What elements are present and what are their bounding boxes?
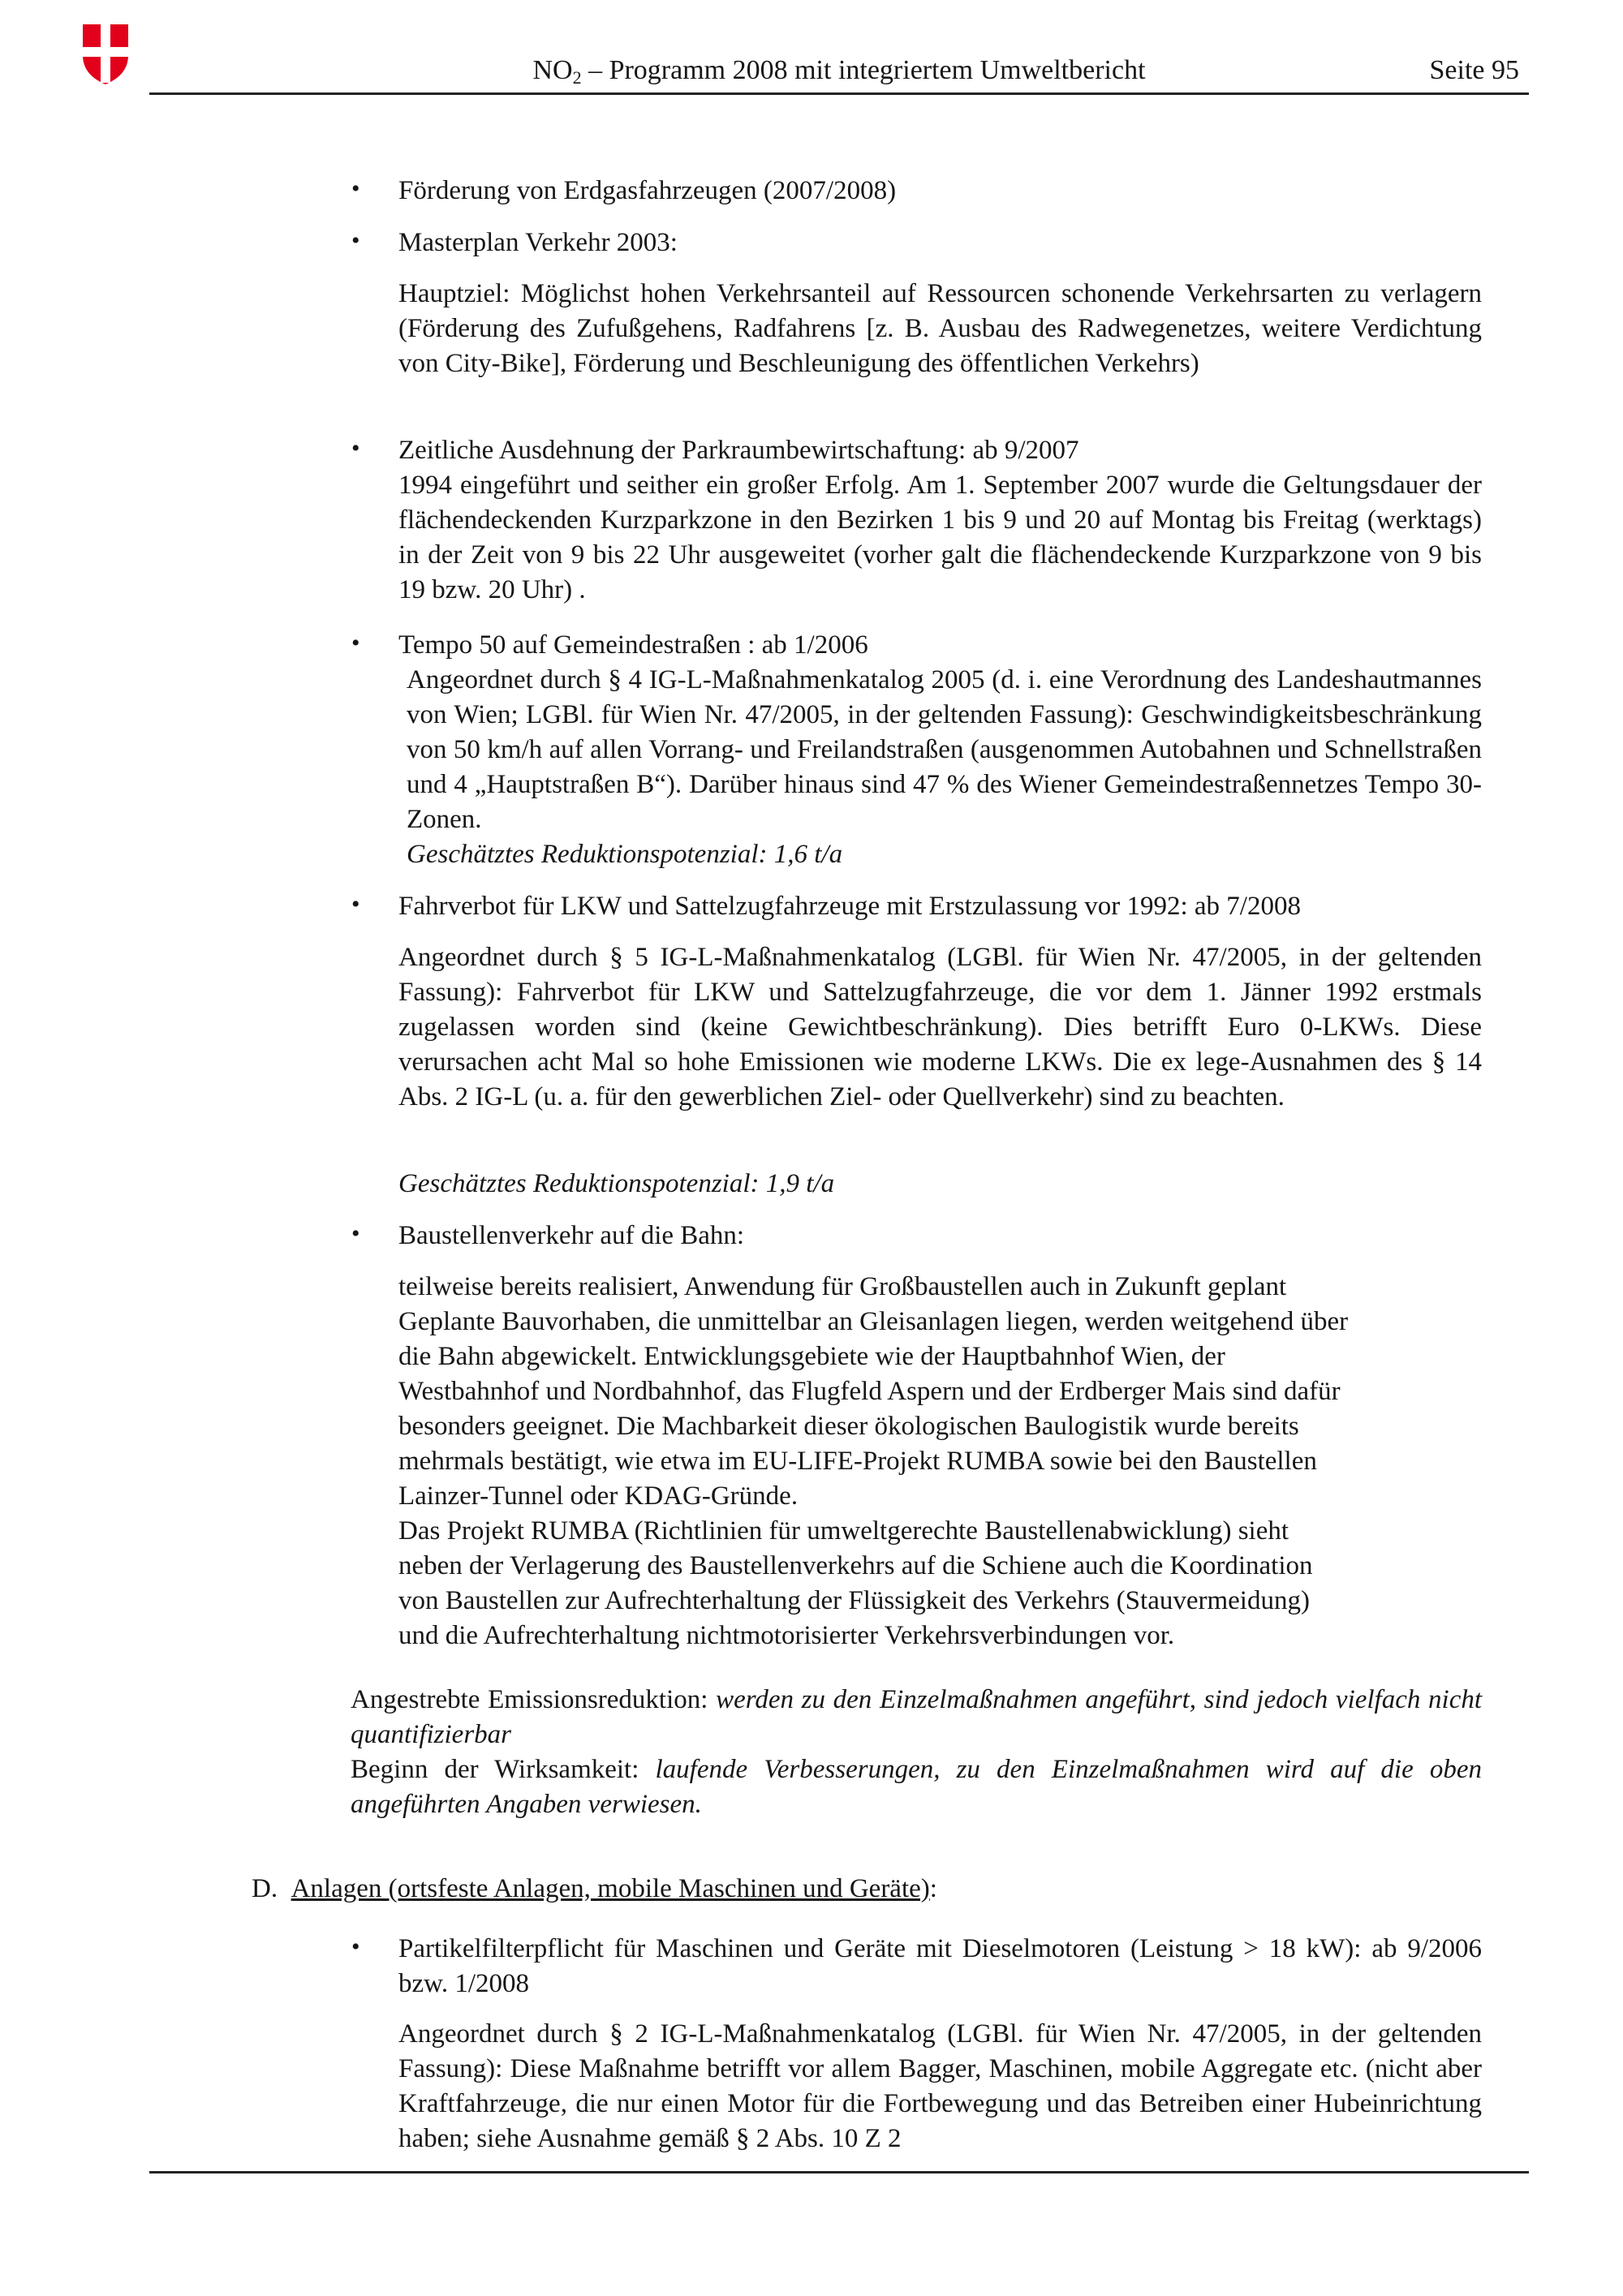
begin-value: laufende Verbesserungen, zu den Einzelmaßnahmen wird auf die oben angeführten Angaben verwiesen. — [351, 1755, 1482, 1819]
section-heading-d: D. Anlagen (ortsfeste Anlagen, mobile Maschinen und Geräte): — [252, 1874, 937, 1903]
page-number: Seite 95 — [1429, 55, 1519, 85]
bullet-icon: • — [351, 1933, 360, 1960]
masterplan-text: Hauptziel: Möglichst hohen Verkehrsanteil auf Ressourcen schonende Verkehrsarten zu verlagern (Förderung des Zufußgehens, Radfahrens [z. B. Ausbau des Radwegenetzes, weitere Verdichtung von City-Bike], Förderung und Beschleunigung des öffentlichen Verkehrs) — [398, 279, 1482, 378]
baustellen-line: mehrmals bestätigt, wie etwa im EU-LIFE-Projekt RUMBA sowie bei den Baustellen — [398, 1447, 1317, 1476]
fahrverbot-text: Angeordnet durch § 5 IG-L-Maßnahmenkatalog (LGBl. für Wien Nr. 47/2005, in der geltenden Fassung): Fahrverbot für LKW und Sattelzugfahrzeuge, die vor dem 1. Jänner 1992 erstmals zugelassen worden sind (keine Gewichtbeschränkung). Dies betrifft Euro 0-LKWs. Diese verursachen acht Mal so hohe Emissionen wie moderne LKWs. Die ex lege-Ausnahmen des § 14 Abs. 2 IG-L (u. a. für den gewerblichen Ziel- oder Quellverkehr) sind zu beachten. — [398, 943, 1482, 1111]
list-item-erdgas: Förderung von Erdgasfahrzeugen (2007/2008) — [398, 176, 897, 205]
bullet-icon: • — [351, 891, 360, 918]
emission-reduction-summary — [351, 1683, 1482, 1752]
bullet-icon: • — [351, 1220, 360, 1247]
list-item-partikelfilter: Partikelfilterpflicht für Maschinen und Geräte mit Dieselmotoren (Leistung > 18 kW): ab 9/2006 bzw. 1/2008 — [398, 1934, 1482, 1998]
baustellen-line: teilweise bereits realisiert, Anwendung für Großbaustellen auch in Zukunft geplant — [398, 1272, 1287, 1301]
list-item-fahrverbot: Fahrverbot für LKW und Sattelzugfahrzeuge mit Erstzulassung vor 1992: ab 7/2008 — [398, 892, 1301, 921]
bullet-icon: • — [351, 435, 360, 462]
tempo50-text: Angeordnet durch § 4 IG-L-Maßnahmenkatalog 2005 (d. i. eine Verordnung des Landeshautmannes von Wien; LGBl. für Wien Nr. 47/2005, in der geltenden Fassung): Geschwindigkeitsbeschränkung von 50 km/h auf allen Vorrang- und Freilandstraßen (ausgenommen Autobahnen und Schnellstraßen und 4 „Hauptstraßen B“). Darüber hinaus sind 47 % des Wiener Gemeindestraßennetzes Tempo 30-Zonen. — [407, 665, 1482, 834]
baustellen-line: von Baustellen zur Aufrechterhaltung der Flüssigkeit des Verkehrs (Stauvermeidung) — [398, 1586, 1310, 1615]
section-letter: D. — [252, 1874, 278, 1903]
bullet-icon: • — [351, 175, 360, 202]
baustellen-line: besonders geeignet. Die Machbarkeit dieser ökologischen Baulogistik wurde bereits — [398, 1412, 1299, 1441]
page-header — [149, 55, 1529, 95]
baustellen-line: die Bahn abgewickelt. Entwicklungsgebiete wie der Hauptbahnhof Wien, der — [398, 1342, 1225, 1371]
vienna-coat-of-arms-logo — [81, 23, 130, 86]
list-item-tempo50: Tempo 50 auf Gemeindestraßen : ab 1/2006 — [398, 630, 868, 660]
baustellen-line: Geplante Bauvorhaben, die unmittelbar an Gleisanlagen liegen, werden weitgehend über — [398, 1307, 1349, 1336]
footer-rule — [149, 2171, 1529, 2173]
parkraum-text: 1994 eingeführt und seither ein großer Erfolg. Am 1. September 2007 wurde die Geltungsdauer der flächendeckenden Kurzparkzone in den Bezirken 1 bis 9 und 20 auf Montag bis Freitag (werktags) in der Zeit von 9 bis 22 Uhr ausgeweitet (vorher galt die flächendeckende Kurzparkzone von 9 bis 19 bzw. 20 Uhr) . — [398, 471, 1482, 604]
baustellen-line: Westbahnhof und Nordbahnhof, das Flugfeld Aspern und der Erdberger Mais sind dafür — [398, 1377, 1341, 1406]
bullet-icon: • — [351, 630, 360, 656]
emission-value: werden zu den Einzelmaßnahmen angeführt, sind jedoch vielfach nicht quantifizierbar — [351, 1685, 1483, 1749]
list-item-baustellenverkehr: Baustellenverkehr auf die Bahn: — [398, 1221, 745, 1250]
bullet-icon: • — [351, 227, 360, 254]
list-item-masterplan: Masterplan Verkehr 2003: — [398, 228, 678, 257]
baustellen-line: und die Aufrechterhaltung nichtmotorisierter Verkehrsverbindungen vor. — [398, 1621, 1175, 1650]
tempo50-reduction: Geschätztes Reduktionspotenzial: 1,6 t/a — [407, 840, 843, 869]
emission-label: Angestrebte Emissionsreduktion: — [351, 1685, 717, 1714]
baustellen-line: Das Projekt RUMBA (Richtlinien für umweltgerechte Baustellenabwicklung) sieht — [398, 1516, 1289, 1546]
baustellen-line: neben der Verlagerung des Baustellenverkehrs auf die Schiene auch die Koordination — [398, 1551, 1313, 1580]
list-item-parkraum: Zeitliche Ausdehnung der Parkraumbewirtschaftung: ab 9/2007 — [398, 436, 1079, 465]
document-title: $NO_2$ – Programm 2008 mit integriertem Umweltbericht — [532, 55, 1146, 88]
section-title: Anlagen (ortsfeste Anlagen, mobile Maschinen und Geräte) — [291, 1874, 930, 1903]
begin-label: Beginn der Wirksamkeit: — [351, 1755, 656, 1784]
fahrverbot-reduction: Geschätztes Reduktionspotenzial: 1,9 t/a — [398, 1169, 835, 1198]
partikelfilter-text: Angeordnet durch § 2 IG-L-Maßnahmenkatalog (LGBl. für Wien Nr. 47/2005, in der geltenden Fassung): Diese Maßnahme betrifft vor allem Bagger, Maschinen, mobile Aggregate etc. (nicht aber Kraftfahrzeuge, die nur einen Motor für die Fortbewegung und das Betreiben einer Hubeinrichtung haben; siehe Ausnahme gemäß § 2 Abs. 10 Z 2 — [398, 2019, 1482, 2153]
begin-summary — [351, 1752, 1482, 1822]
baustellen-line: Lainzer-Tunnel oder KDAG-Gründe. — [398, 1481, 799, 1511]
